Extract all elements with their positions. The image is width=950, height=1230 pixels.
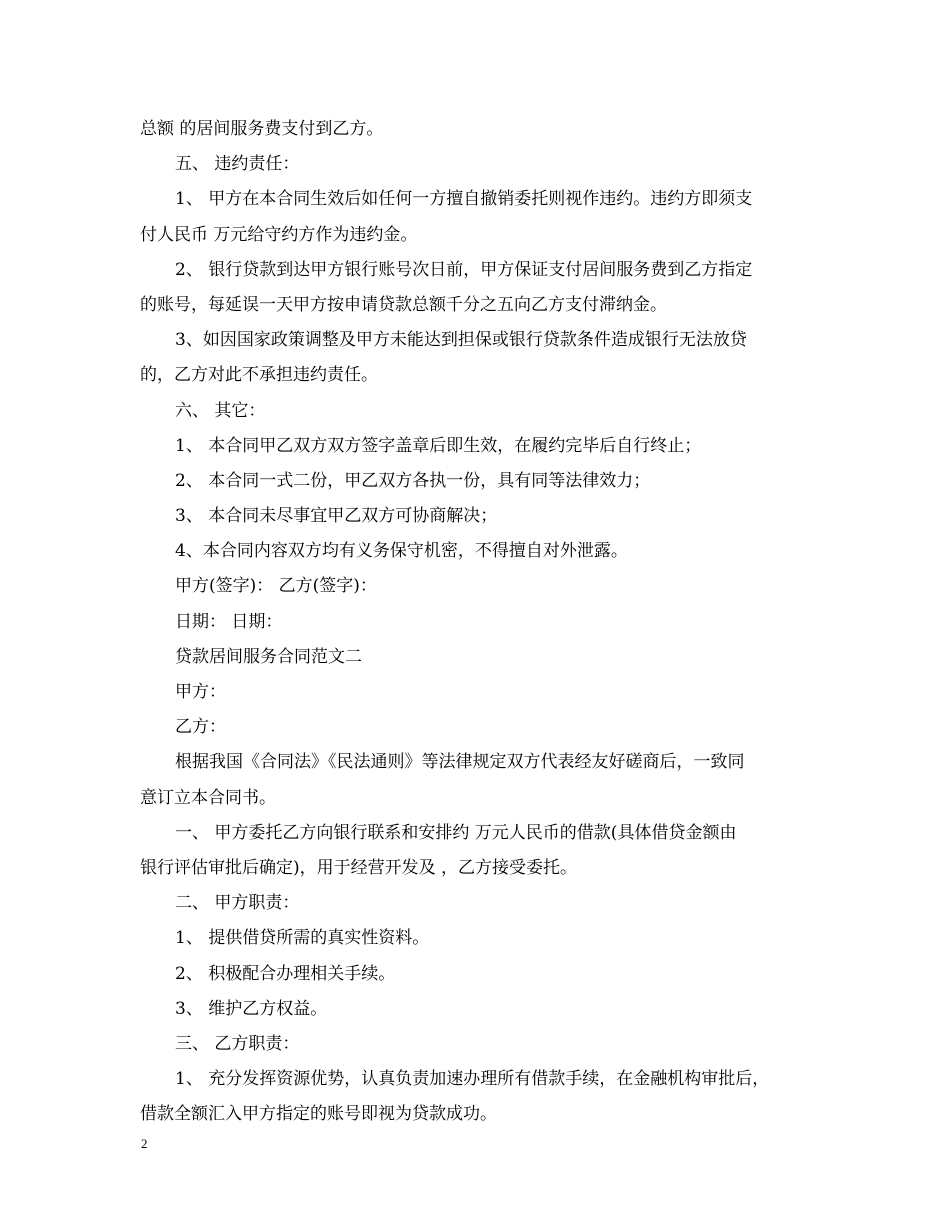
text-line: 根据我国《合同法》《民法通则》等法律规定双方代表经友好磋商后，一致同	[175, 752, 745, 773]
text-line: 4、本合同内容双方均有义务保守机密，不得擅自对外泄露。	[175, 541, 628, 562]
text-line: 甲方(签字)： 乙方(签字)：	[175, 576, 377, 597]
text-line: 1、 提供借贷所需的真实性资料。	[175, 928, 430, 949]
text-line: 五、 违约责任：	[175, 154, 300, 175]
text-line: 借款全额汇入甲方指定的账号即视为贷款成功。	[140, 1104, 497, 1125]
text-line: 日期： 日期：	[175, 611, 283, 632]
text-line: 三、 乙方职责：	[175, 1033, 300, 1054]
page-number: 2	[141, 1136, 148, 1151]
text-line: 总额 的居间服务费支付到乙方。	[140, 119, 384, 139]
text-line: 一、 甲方委托乙方向银行联系和安排约 万元人民币的借款(具体借贷金额由	[175, 822, 737, 843]
text-line: 二、 甲方职责：	[175, 893, 300, 914]
text-line: 银行评估审批后确定)，用于经营开发及 ，乙方接受委托。	[140, 857, 578, 878]
text-line: 贷款居间服务合同范文二	[175, 646, 362, 667]
text-line: 1、 甲方在本合同生效后如任何一方擅自撤销委托则视作违约。违约方即须支	[175, 189, 753, 210]
text-line: 3、如因国家政策调整及甲方未能达到担保或银行贷款条件造成银行无法放贷	[175, 330, 747, 351]
text-line: 的，乙方对此不承担违约责任。	[140, 365, 378, 386]
text-line: 意订立本合同书。	[140, 787, 276, 808]
text-line: 六、 其它：	[175, 400, 266, 421]
text-line: 1、 本合同甲乙双方双方签字盖章后即生效，在履约完毕后自行终止；	[175, 435, 702, 456]
body-text	[140, 112, 830, 1132]
text-line: 1、 充分发挥资源优势，认真负责加速办理所有借款手续，在金融机构审批后，	[175, 1069, 770, 1090]
text-line: 3、 本合同未尽事宜甲乙双方可协商解决；	[175, 506, 498, 527]
text-line: 乙方：	[175, 717, 226, 738]
text-line: 的账号，每延误一天甲方按申请贷款总额千分之五向乙方支付滞纳金。	[140, 294, 667, 315]
text-line: 甲方：	[175, 682, 226, 702]
text-line: 付人民币 万元给守约方作为违约金。	[140, 224, 418, 245]
text-line: 2、 银行贷款到达甲方银行账号次日前，甲方保证支付居间服务费到乙方指定	[175, 259, 753, 280]
text-line: 2、 积极配合办理相关手续。	[175, 963, 396, 984]
text-line: 2、 本合同一式二份，甲乙双方各执一份，具有同等法律效力；	[175, 470, 651, 491]
text-line: 3、 维护乙方权益。	[175, 998, 328, 1019]
